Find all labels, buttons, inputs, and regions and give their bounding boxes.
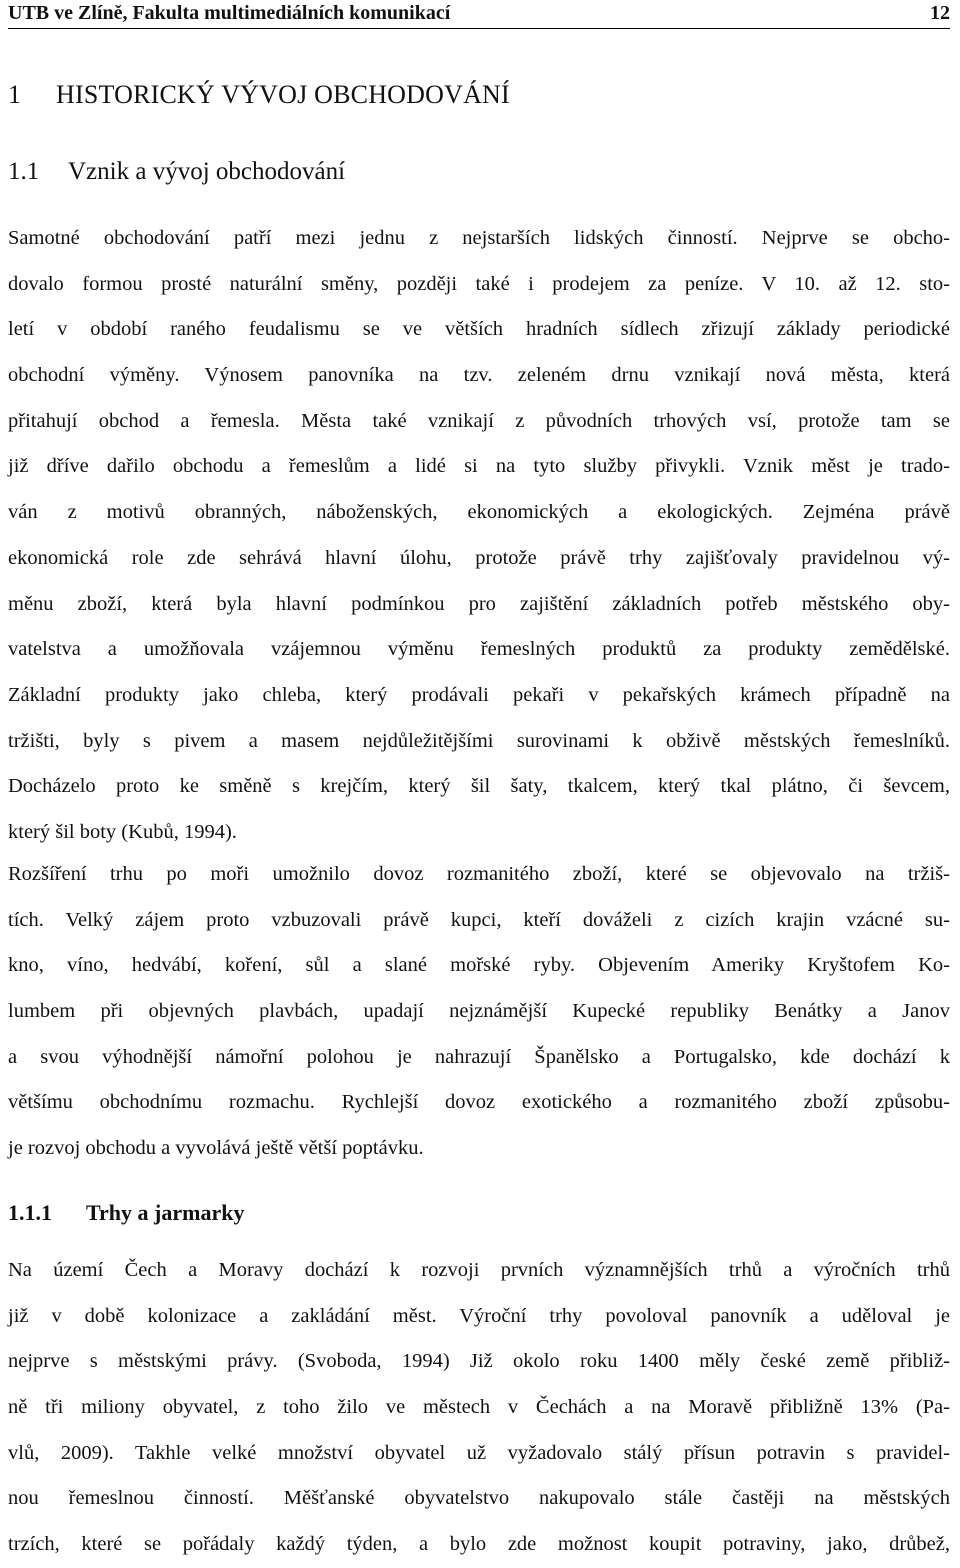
header-title: UTB ve Zlíně, Fakulta multimediálních komunikací xyxy=(8,2,451,24)
text-line: vlů, 2009). Takhle velké množství obyvatel už vyžadovalo stálý přísun potravin s pravidel- xyxy=(8,1441,950,1464)
text-line: Samotné obchodování patří mezi jednu z nejstarších lidských činností. Nejprve se obcho- xyxy=(8,227,950,249)
text-line: měnu zboží, která byla hlavní podmínkou pro zajištění základních potřeb městského oby- xyxy=(8,592,950,615)
chapter-title: HISTORICKÝ VÝVOJ OBCHODOVÁNÍ xyxy=(56,80,510,109)
subsection-heading xyxy=(8,1200,244,1226)
chapter-heading xyxy=(8,80,510,110)
text-line: nejprve s městskými právy. (Svoboda, 1994) Již okolo roku 1400 měly české země přibliž- xyxy=(8,1350,950,1373)
text-line: většímu obchodnímu rozmachu. Rychlejší dovoz exotického a rozmanitého zboží způsobu- xyxy=(8,1091,950,1114)
paragraph-origin-of-trade xyxy=(8,216,950,856)
text-line: a svou výhodnější námořní polohou je nahrazují Španělsko a Portugalsko, kde dochází k xyxy=(8,1045,950,1068)
page-number: 12 xyxy=(930,2,950,24)
text-line: trzích, které se pořádaly každý týden, a bylo zde možnost koupit potraviny, jako, drůbež, xyxy=(8,1533,950,1556)
text-line: přitahují obchod a řemesla. Města také vznikají z původních trhových vsí, protože tam se xyxy=(8,409,950,432)
page-header xyxy=(8,0,950,29)
text-line: je rozvoj obchodu a vyvolává ještě větší poptávku. xyxy=(8,1137,424,1160)
text-line: obchodní výměny. Výnosem panovníka na tzv. zeleném drnu vznikají nová města, která xyxy=(8,364,950,387)
text-line: ně tři miliony obyvatel, z toho žilo ve městech v Čechách a na Moravě přibližně 13% (Pa- xyxy=(8,1396,950,1419)
text-line: Docházelo proto ke směně s krejčím, který šil šaty, tkalcem, který tkal plátno, či ševcem, xyxy=(8,775,950,798)
text-line: ekonomická role zde sehrává hlavní úlohu, protože právě trhy zajišťovaly pravidelnou vý- xyxy=(8,546,950,569)
text-line: tích. Velký zájem proto vzbuzovali právě kupci, kteří dováželi z cizích krajin vzácné su- xyxy=(8,908,950,931)
subsection-number: 1.1.1 xyxy=(8,1200,52,1225)
text-line: kno, víno, hedvábí, koření, sůl a slané mořské ryby. Objevením Ameriky Kryštofem Ko- xyxy=(8,954,950,977)
section-title: Vznik a vývoj obchodování xyxy=(68,158,346,185)
text-line: Rozšíření trhu po moři umožnilo dovoz rozmanitého zboží, které se objevovalo na tržiš- xyxy=(8,863,950,885)
text-line: který šil boty (Kubů, 1994). xyxy=(8,820,237,843)
text-line: již dříve dařilo obchodu a řemeslům a lidé si na tyto služby přivykli. Vznik měst je trado- xyxy=(8,455,950,478)
section-number: 1.1 xyxy=(8,158,40,185)
section-heading xyxy=(8,158,345,186)
text-line: letí v období raného feudalismu se ve větších hradních sídlech zřizují základy periodické xyxy=(8,318,950,341)
text-line: vatelstva a umožňovala vzájemnou výměnu řemeslných produktů za produkty zemědělské. xyxy=(8,638,950,661)
subsection-title: Trhy a jarmarky xyxy=(86,1200,245,1225)
text-line: ván z motivů obranných, náboženských, ekonomických a ekologických. Zejména právě xyxy=(8,501,950,524)
text-line: nou řemeslnou činností. Měšťanské obyvatelstvo nakupovalo stále častěji na městských xyxy=(8,1487,950,1510)
chapter-number: 1 xyxy=(8,80,22,109)
text-line: dovalo formou prosté naturální směny, později také i prodejem za peníze. V 10. až 12. sto- xyxy=(8,272,950,295)
text-line: lumbem při objevných plavbách, upadají nejznámější Kupecké republiky Benátky a Janov xyxy=(8,1000,950,1023)
paragraph-markets-and-fairs xyxy=(8,1248,950,1568)
text-line: již v době kolonizace a zakládání měst. Výroční trhy povoloval panovník a uděloval je xyxy=(8,1304,950,1327)
text-line: tržišti, byly s pivem a masem nejdůležitějšími surovinami k obživě městských řemeslníků. xyxy=(8,729,950,752)
text-line: Na území Čech a Moravy dochází k rozvoji prvních významnějších trhů a výročních trhů xyxy=(8,1259,950,1281)
paragraph-sea-trade xyxy=(8,852,950,1172)
text-line: Základní produkty jako chleba, který prodávali pekaři v pekařských krámech případně na xyxy=(8,683,950,706)
